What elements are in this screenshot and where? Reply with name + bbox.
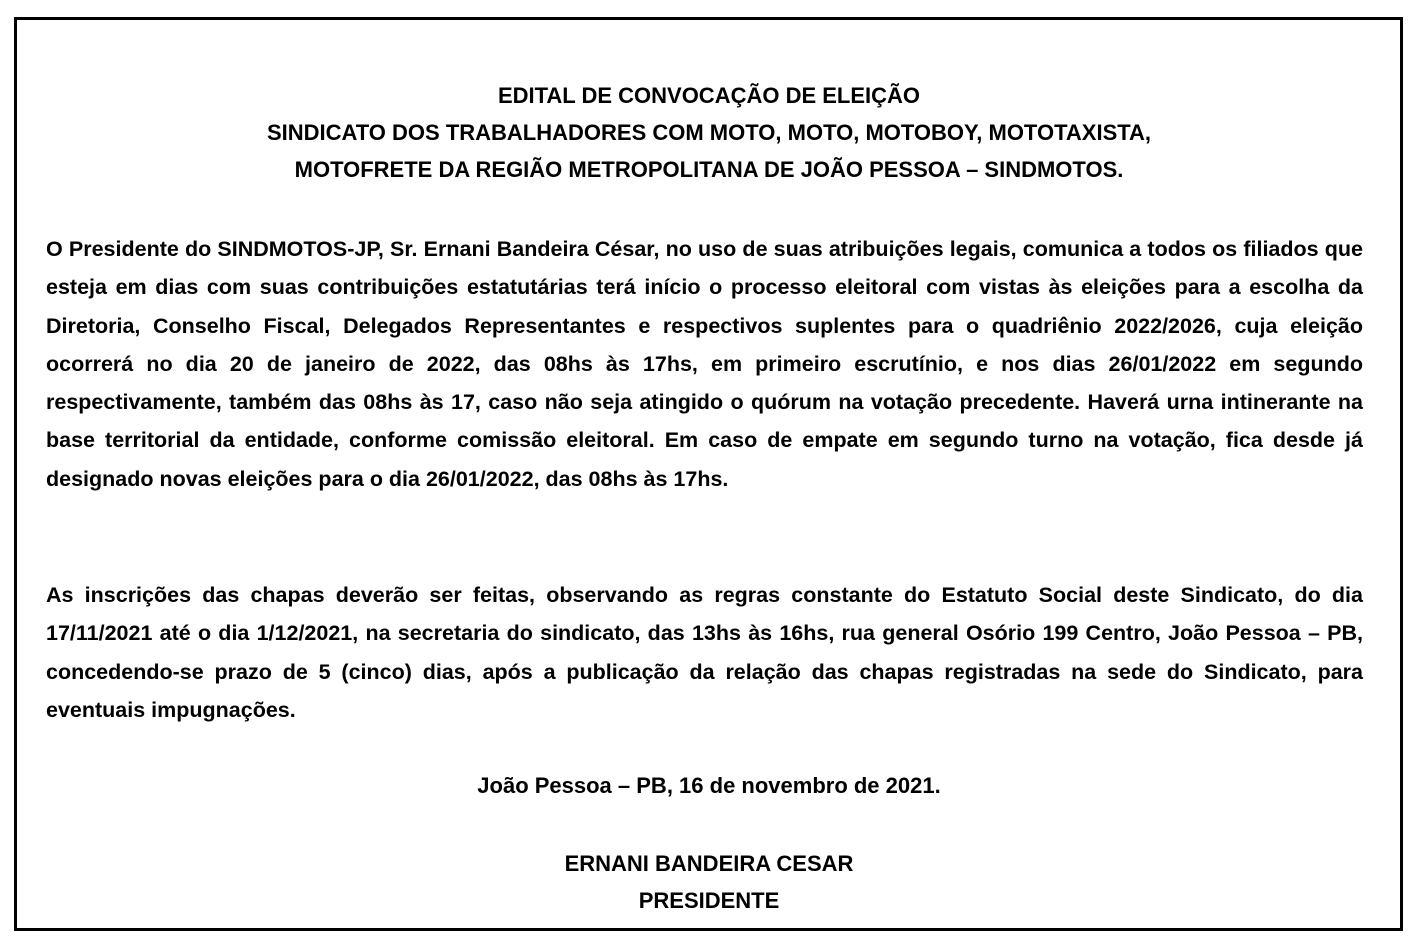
paragraph-election-call: O Presidente do SINDMOTOS-JP, Sr. Ernani Bandeira César, no uso de suas atribuições legais, comunica a todos os filiados que esteja em dias com suas contribuições estatutárias terá início o processo eleitoral com vistas às eleições para a escolha da Diretoria, Conselho Fiscal, Delegados Representantes e respectivos suplentes para o quadriênio 2022/2026, cuja eleição ocorrerá no dia 20 de janeiro de 2022, das 08hs às 17hs, em primeiro escrutínio, e nos dias 26/01/2022 em segundo respectivamente, também das 08hs às 17, caso não seja atingido o quórum na votação precedente. Haverá urna intinerante na base territorial da entidade, conforme comissão eleitoral. Em caso de empate em segundo turno na votação, fica desde já designado novas eleições para o dia 26/01/2022, das 08hs às 17hs. xyxy=(46,237,1363,491)
paragraph-registration: As inscrições das chapas deverão ser feitas, observando as regras constante do Estatuto Social deste Sindicato, do dia 17/11/2021 até o dia 1/12/2021, na secretaria do sindicato, das 13hs às 16hs, rua general Osório 199 Centro, João Pessoa – PB, concedendo-se prazo de 5 (cinco) dias, após a publicação da relação das chapas registradas na sede do Sindicato, para eventuais impugnações. xyxy=(46,583,1363,722)
heading-title: EDITAL DE CONVOCAÇÃO DE ELEIÇÃO xyxy=(497,83,921,108)
signer-title: PRESIDENTE xyxy=(638,888,780,913)
heading-union-name: SINDICATO DOS TRABALHADORES COM MOTO, MOTO, MOTOBOY, MOTOTAXISTA, xyxy=(266,120,1152,145)
notice-heading xyxy=(0,77,1418,188)
signer-name: ERNANI BANDEIRA CESAR xyxy=(564,851,854,876)
heading-union-region: MOTOFRETE DA REGIÃO METROPOLITANA DE JOÃO PESSOA – SINDMOTOS. xyxy=(294,157,1124,182)
place-date: João Pessoa – PB, 16 de novembro de 2021. xyxy=(477,773,941,798)
